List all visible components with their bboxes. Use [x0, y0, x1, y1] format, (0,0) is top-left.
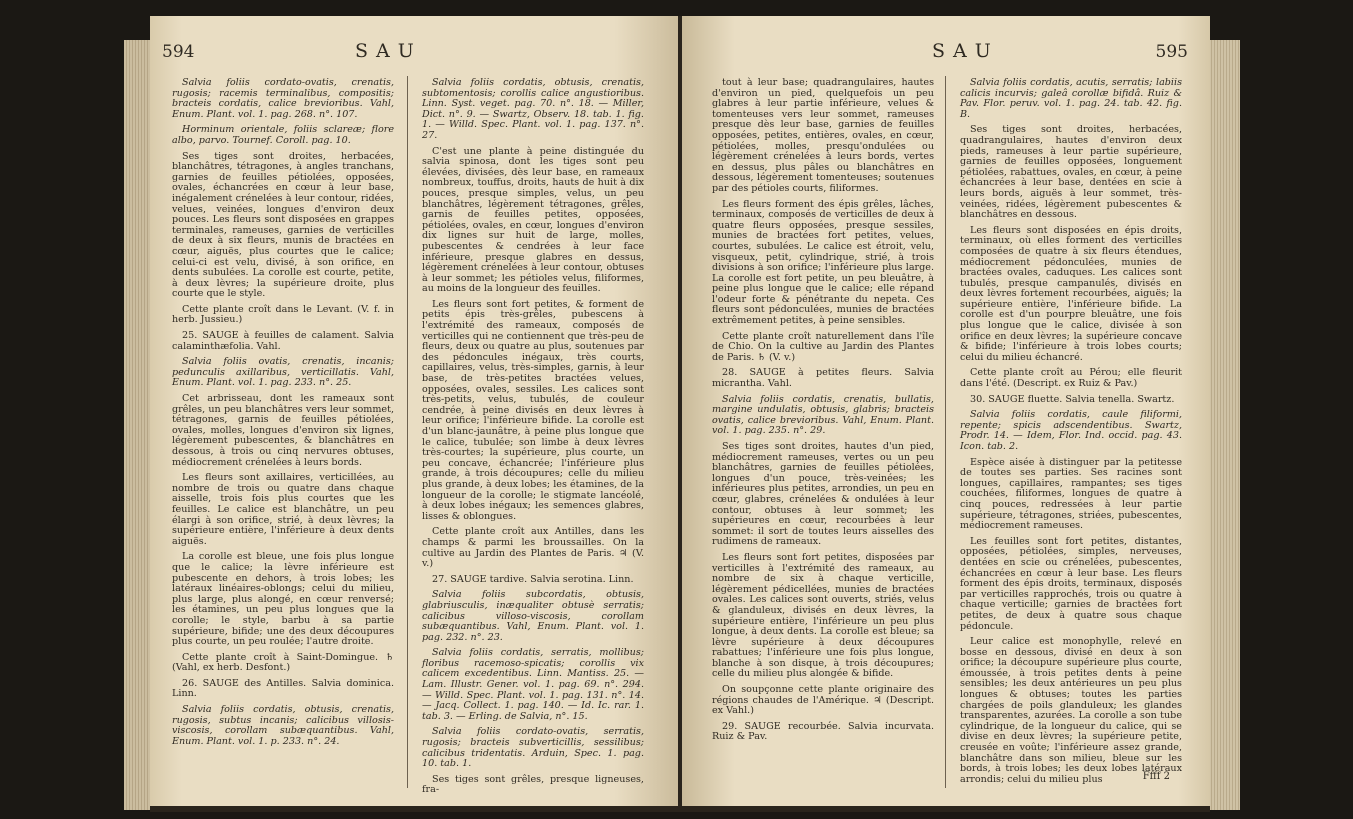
right-page-header — [682, 38, 1210, 68]
page-number: 595 — [1155, 42, 1188, 62]
paragraph: 29. SAUGE recourbée. Salvia incurvata. Ruiz & Pav. — [712, 720, 934, 743]
paragraph: Cette plante croît à Saint-Domingue. ♄ (Vahl, ex herb. Desfont.) — [172, 651, 394, 674]
left-page-column-1 — [172, 78, 394, 752]
paragraph: Cette plante croît dans le Levant. (V. f. in herb. Jussieu.) — [172, 303, 394, 326]
paragraph: C'est une plante à peine distinguée du salvia spinosa, dont les tiges sont peu élevées, divisées, dès leur base, en rameaux nombreux, touffus, droits, hauts de huit à dix pouces, presque simples, velus, un peu blanchâtres, légèrement tétragones, grêles, garnis de feuilles petites, opposées, pétiolées, ovales, en cœur, longues d'environ dix lignes sur huit de large, molles, pubescentes & cendrées à leur face inférieure, presque glabres en dessus, légèrement crénelées à leur contour, obtuses à leur sommet; les pétioles velus, filiformes, au moins de la longueur des feuilles. — [422, 145, 644, 295]
left-page-header — [150, 38, 678, 68]
paragraph: Salvia foliis cordato-ovatis, serratis, rugosis; bracteis subverticillis, sessilibus; calicibus tridentatis. Arduin, Spec. 1. pag. 10. tab. 1. — [422, 726, 644, 770]
right-page-column-2 — [960, 78, 1182, 790]
paragraph: La corolle est bleue, une fois plus longue que le calice; la lèvre inférieure est pubescente en dehors, à trois lobes; les latéraux linéaires-oblongs; celui du milieu, plus large, plus alongé, en cœur renversé; les étamines, un peu plus longues que la corolle; le style, barbu à sa partie supérieure, bifide; une des deux découpures plus courte, un peu roulée; l'autre droite. — [172, 551, 394, 648]
paragraph: Ses tiges sont grêles, presque ligneuses, fra- — [422, 773, 644, 796]
paragraph: Salvia foliis cordatis, obtusis, crenatis, subtomentosis; corollis calice angustioribus. Linn. Syst. veget. pag. 70. n°. 18. — Miller, Dict. n°. 9. — Swartz, Observ. 18. tab. 1. fig. 1. — Willd. Spec. Plant. vol. 1. pag. 137. n°. 27. — [422, 77, 644, 141]
paragraph: Cet arbrisseau, dont les rameaux sont grêles, un peu blanchâtres vers leur sommet, tétragones, garnis de feuilles pétiolées, ovales, molles, longues d'environ six lignes, légèrement pubescentes, & blanchâtres en dessous, à trois ou cinq nervures obtuses, médiocrement crénelées à leurs bords. — [172, 393, 394, 468]
right-page-edges — [1206, 40, 1240, 810]
paragraph: Salvia foliis cordatis, obtusis, crenatis, rugosis, subtus incanis; calicibus villosis-viscosis, corollam subæquantibus. Vahl, Enum. Plant. vol. 1. p. 233. n°. 24. — [172, 704, 394, 747]
paragraph: Salvia foliis cordatis, caule filiformi, repente; spicis adscendentibus. Swartz, Prodr. 14. — Idem, Flor. Ind. occid. pag. 43. Icon. tab. 2. — [960, 409, 1182, 452]
paragraph: Horminum orientale, foliis sclareæ; flore albo, parvo. Tournef. Coroll. pag. 10. — [172, 124, 394, 146]
paragraph: Ses tiges sont droites, herbacées, quadrangulaires, hautes d'environ deux pieds, rameuses à leur partie supérieure, garnies de feuilles opposées, longuement pétiolées, rabattues, ovales, en cœur, à peine échancrées à leur base, dentées en scie à leurs bords, aiguës à leur sommet, très-veinées, ridées, légèrement pubescentes & blanchâtres en dessous. — [960, 124, 1182, 221]
paragraph: Leur calice est monophylle, relevé en bosse en dessous, divisé en deux à son orifice; la découpure supérieure plus courte, émoussée, à trois petites dents à peine sensibles; les deux antérieures un peu plus longues & obtuses; toutes les parties chargées de poils glanduleux; les glandes transparentes, azurées. La corolle a son tube cylindrique, de la longueur du calice, qui se divise en deux lèvres; la supérieure petite, creusée en voûte; l'inférieure assez grande, blanchâtre dans son milieu, bleue sur les bords, à trois lobes; les deux lobes latéraux arrondis; celui du milieu plus — [960, 636, 1182, 785]
paragraph: Les fleurs sont disposées en épis droits, terminaux, où elles forment des verticilles composées de quatre à six fleurs étendues, médiocrement pédonculées, munies de bractées ovales, caduques. Les calices sont tubulés, presque campanulés, divisés en deux lèvres fortement recourbées, aiguës; la supérieure entière, l'inférieure bifide. La corolle est d'un pourpre bleuâtre, une fois plus longue que le calice, divisée à son orifice en deux lèvres; la supérieure concave & bifide; l'inférieure à trois lobes courts; celui du milieu échancré. — [960, 224, 1182, 363]
paragraph: Cette plante croît au Pérou; elle fleurit dans l'été. (Descript. ex Ruiz & Pav.) — [960, 367, 1182, 390]
paragraph: On soupçonne cette plante originaire des régions chaudes de l'Amérique. ♃ (Descript. ex Vahl.) — [712, 684, 934, 717]
paragraph: 27. SAUGE tardive. Salvia serotina. Linn. — [432, 573, 634, 585]
running-head: SAU — [932, 40, 999, 62]
paragraph: Salvia foliis subcordatis, obtusis, glabriusculis, inæqualiter obtusè serratis; calicibus villoso-viscosis, corollam subæquantibus. Vahl, Enum. Plant. vol. 1. pag. 232. n°. 23. — [422, 589, 644, 643]
paragraph: Les fleurs sont axillaires, verticillées, au nombre de trois ou quatre dans chaque aisselle, trois fois plus courtes que les feuilles. Le calice est blanchâtre, un peu élargi à son orifice, strié, à deux lèvres; la supérieure entière, l'inférieure à deux dents aiguës. — [172, 472, 394, 547]
paragraph: Espèce aisée à distinguer par la petitesse de toutes ses parties. Ses racines sont longues, capillaires, rampantes; ses tiges couchées, filiformes, longues de quatre à cinq pouces, redressées à leur partie supérieure, tétragones, striées, pubescentes, médiocrement rameuses. — [960, 456, 1182, 532]
page-number: 594 — [162, 42, 195, 62]
column-rule — [945, 76, 946, 788]
left-page-column-2 — [422, 78, 644, 801]
paragraph: Salvia foliis cordatis, crenatis, bullatis, margine undulatis, obtusis, glabris; bracteis ovatis, calice brevioribus. Vahl, Enum. Plant. vol. 1. pag. 235. n°. 29. — [712, 393, 934, 437]
running-head: SAU — [355, 40, 422, 62]
paragraph: 25. SAUGE à feuilles de calament. Salvia calaminthæfolia. Vahl. — [172, 330, 394, 352]
left-page — [150, 16, 678, 806]
column-rule — [407, 76, 408, 788]
paragraph: 28. SAUGE à petites fleurs. Salvia micrantha. Vahl. — [712, 367, 934, 390]
right-page — [682, 16, 1210, 806]
paragraph: Cette plante croît naturellement dans l'île de Chio. On la cultive au Jardin des Plantes de Paris. ♄ (V. v.) — [712, 330, 934, 363]
paragraph: Salvia foliis cordato-ovatis, crenatis, rugosis; racemis terminalibus, compositis; bracteis cordatis, calice brevioribus. Vahl, Enum. Plant. vol. 1. pag. 268. n°. 107. — [172, 77, 394, 120]
paragraph: Les fleurs forment des épis grêles, lâches, terminaux, composés de verticilles de deux à quatre fleurs opposées, presque sessiles, munies de bractées fort petites, velues, courtes, subulées. Le calice est étroit, velu, visqueux, petit, cylindrique, strié, à trois divisions à son orifice; l'inférieure plus large. La corolle est fort petite, un peu bleuâtre, à peine plus longue que le calice; elle répand l'odeur forte & pénétrante du nepeta. Ces fleurs sont pédonculées, munies de bractées extrêmement petites, à peine sensibles. — [712, 198, 934, 327]
paragraph: Ses tiges sont droites, hautes d'un pied, médiocrement rameuses, vertes ou un peu blanchâtres, garnies de feuilles pétiolées, longues d'un pouce, très-veinées; les inférieures plus petites, arrondies, un peu en cœur, glabres, crénelées & ondulées à leur contour, obtuses à leur sommet; les supérieures en cœur, recourbées à leur sommet: il sort de toutes leurs aisselles des rudimens de rameaux. — [712, 441, 934, 548]
paragraph: Salvia foliis ovatis, crenatis, incanis; pedunculis axillaribus, verticillatis. Vahl, Enum. Plant. vol. 1. pag. 233. n°. 25. — [172, 356, 394, 389]
paragraph: 30. SAUGE fluette. Salvia tenella. Swartz. — [970, 393, 1175, 405]
paragraph: Salvia foliis cordatis, serratis, mollibus; floribus racemoso-spicatis; corollis vix calicem excedentibus. Linn. Mantiss. 25. — Lam. Illustr. Gener. vol. 1. pag. 69. n°. 294. — Willd. Spec. Plant. vol. 1. pag. 131. n°. 14. — Jacq. Collect. 1. pag. 140. — Id. Ic. rar. 1. tab. 3. — Erling. de Salvia, n°. 15. — [422, 647, 644, 722]
paragraph: 26. SAUGE des Antilles. Salvia dominica. Linn. — [172, 677, 394, 700]
paragraph: Cette plante croît aux Antilles, dans les champs & parmi les broussailles. On la cultive au Jardin des Plantes de Paris. ♃ (V. v.) — [422, 526, 644, 570]
signature-mark: Ffff 2 — [1142, 771, 1170, 782]
right-page-column-1 — [712, 78, 934, 748]
paragraph: tout à leur base; quadrangulaires, hautes d'environ un pied, quelquefois un peu glabres à leur partie inférieure, velues & tomenteuses vers leur sommet, rameuses presque dès leur base, garnies de feuilles opposées, petites, entières, ovales, en cœur, pétiolées, molles, presqu'ondulées ou légèrement crénelées à leurs bords, vertes en dessus, plus pâles ou blanchâtres en dessous, légèrement tomenteuses; soutenues par des pétioles courts, filiformes. — [712, 77, 934, 194]
paragraph: Les fleurs sont fort petites, & forment de petits épis très-grêles, pubescens à l'extrémité des rameaux, composés de verticilles qui ne contiennent que très-peu de fleurs, deux ou quatre au plus, soutenues par des pédoncules inégaux, très courts, capillaires, velus, très-simples, garnis, à leur base, de très-petites bractées velues, opposées, ovales, sessiles. Les calices sont très-petits, velus, tubulés, de couleur cendrée, à peine divisés en deux lèvres à leur orifice; l'inférieure bifide. La corolle est d'un blanc-jaunâtre, à peine plus longue que le calice, tubulée; son limbe à deux lèvres très-courtes; la supérieure, plus courte, un peu concave, échancrée; l'inférieure plus grande, à trois découpures; celle du milieu plus grande, à deux lobes; les étamines, de la longueur de la corolle; le stigmate lancéolé, à deux lobes inégaux; les semences glabres, lisses & oblongues. — [422, 298, 644, 522]
paragraph: Ses tiges sont droites, herbacées, blanchâtres, tétragones, à angles tranchans, garnies de feuilles pétiolées, opposées, ovales, échancrées en cœur à leur base, inégalement crénelées à leur contour, ridées, velues, veinées, longues d'environ deux pouces. Les fleurs sont disposées en grappes terminales, rameuses, garnies de verticilles de deux à six fleurs, munis de bractées en cœur, aiguës, plus courtes que le calice; celui-ci est velu, divisé, à son orifice, en dents subulées. La corolle est courte, petite, à deux lèvres; la supérieure droite, plus courte que le style. — [172, 150, 394, 300]
paragraph: Les fleurs sont fort petites, disposées par verticilles à l'extrémité des rameaux, au nombre de six à chaque verticille, légèrement pédicellées, munies de bractées ovales. Les calices sont ouverts, striés, velus & glanduleux, divisés en deux lèvres, la supérieure entière, l'inférieure un peu plus longue, à deux dents. La corolle est bleue; sa lèvre supérieure à deux découpures rabattues; l'inférieure une fois plus longue, blanche à son disque, à trois découpures; celle du milieu plus alongée & bifide. — [712, 551, 934, 680]
open-book — [150, 16, 1210, 812]
paragraph: Les feuilles sont fort petites, distantes, opposées, pétiolées, simples, nerveuses, dentées en scie ou crénelées, pubescentes, échancrées en cœur à leur base. Les fleurs forment des épis droits, terminaux, disposés par verticilles rapprochés, trois ou quatre à chaque verticille; garnies de bractées fort petites, de deux à quatre sous chaque pédoncule. — [960, 535, 1182, 632]
paragraph: Salvia foliis cordatis, acutis, serratis; labiis calicis incurvis; galeâ corollæ bifidâ. Ruiz & Pav. Flor. peruv. vol. 1. pag. 24. tab. 42. fig. B. — [960, 77, 1182, 120]
